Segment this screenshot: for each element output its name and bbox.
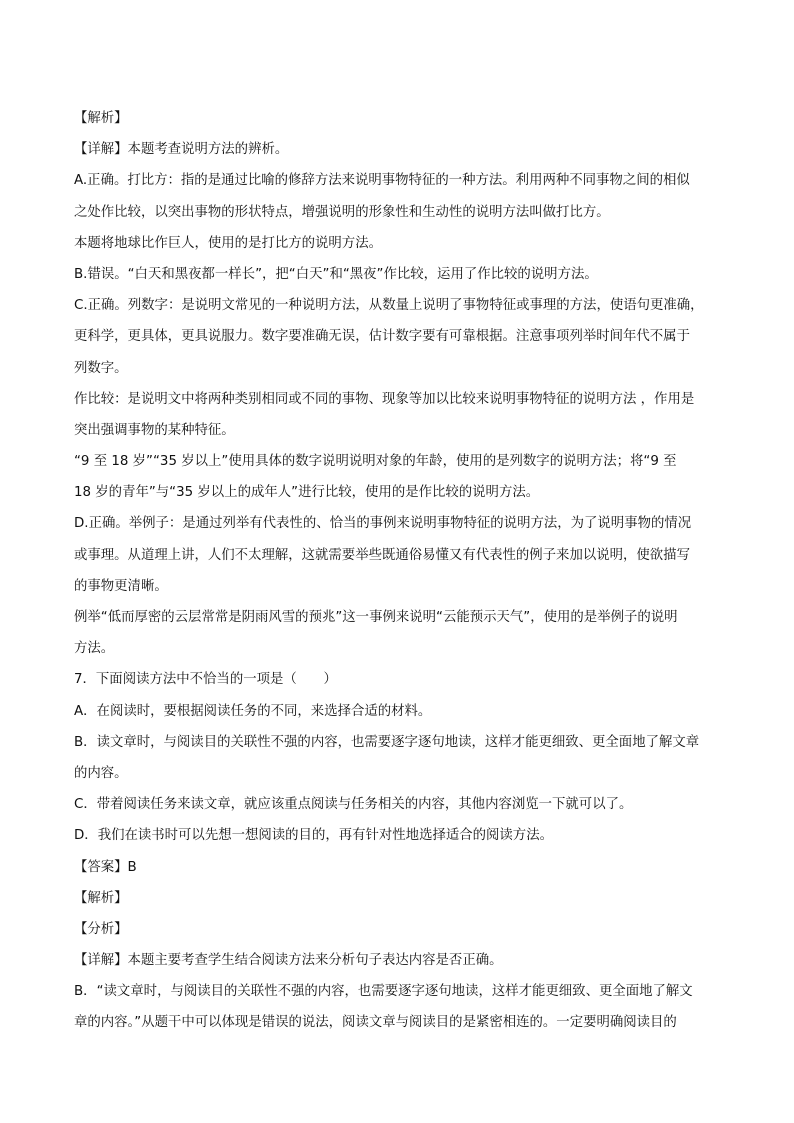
document-body bbox=[74, 103, 722, 1039]
option-b-continued: 的内容。 bbox=[74, 765, 128, 781]
text-line: 之处作比较，以突出事物的形状特点，增强说明的形象性和生动性的说明方法叫做打比方。 bbox=[74, 204, 610, 220]
answer: 【答案】B bbox=[74, 859, 137, 875]
text-line: 的事物更清晰。 bbox=[74, 578, 168, 594]
text-line: D.正确。举例子：是通过列举有代表性的、恰当的事例来说明事物特征的说明方法，为了说明事物的情况 bbox=[74, 516, 692, 532]
text-line: 例举“低而厚密的云层常常是阴雨风雪的预兆”这一事例来说明“云能预示天气”，使用的是举例子的说明 bbox=[74, 610, 678, 625]
detail-intro: 【详解】本题考查说明方法的辨析。 bbox=[74, 142, 289, 158]
text-line: C.正确。列数字：是说明文常见的一种说明方法，从数量上说明了事物特征或事理的方法，使语句更准确， bbox=[74, 298, 704, 314]
option-a: A．在阅读时，要根据阅读任务的不同，来选择合适的材料。 bbox=[74, 703, 432, 719]
text-line: B．“读文章时，与阅读目的关联性不强的内容，也需要逐字逐句地读，这样才能更细致、更全面地了解文 bbox=[74, 984, 693, 1000]
text-line: 作比较：是说明文中将两种类别相同或不同的事物、现象等加以比较来说明事物特征的说明方法 ，作用是 bbox=[74, 391, 695, 407]
heading-breakdown: 【分析】 bbox=[74, 921, 128, 937]
text-line: 本题将地球比作巨人，使用的是打比方的说明方法。 bbox=[74, 235, 382, 251]
question-7-stem: 7．下面阅读方法中不恰当的一项是（ ） bbox=[74, 672, 337, 688]
text-line: 18 岁的青年”与“35 岁以上的成年人”进行比较，使用的是作比较的说明方法。 bbox=[74, 485, 540, 501]
heading-analysis-2: 【解析】 bbox=[74, 890, 128, 906]
text-line: 或事理。从道理上讲，人们不太理解，这就需要举些既通俗易懂又有代表性的例子来加以说明，使欲描写 bbox=[74, 547, 690, 563]
text-line: 突出强调事物的某种特征。 bbox=[74, 422, 235, 438]
text-line: “9 至 18 岁”“35 岁以上”使用具体的数字说明说明对象的年龄，使用的是列数字的说明方法；将“9 至 bbox=[74, 454, 677, 470]
text-line: 方法。 bbox=[74, 641, 115, 657]
detail-explanation: 【详解】本题主要考查学生结合阅读方法来分析句子表达内容是否正确。 bbox=[74, 953, 503, 969]
text-line: A.正确。打比方：指的是通过比喻的修辞方法来说明事物特征的一种方法。利用两种不同事物之间的相似 bbox=[74, 173, 690, 189]
text-line: 章的内容。”从题干中可以体现是错误的说法，阅读文章与阅读目的是紧密相连的。一定要明确阅读目的 bbox=[74, 1015, 677, 1031]
option-c: C．带着阅读任务来读文章，就应该重点阅读与任务相关的内容，其他内容浏览一下就可以了。 bbox=[74, 797, 633, 813]
text-line: 列数字。 bbox=[74, 360, 128, 376]
option-d: D．我们在读书时可以先想一想阅读的目的，再有针对性地选择适合的阅读方法。 bbox=[74, 828, 553, 844]
text-line: B.错误。“白天和黑夜都一样长”，把“白天”和“黑夜”作比较，运用了作比较的说明方法。 bbox=[74, 266, 598, 282]
text-line: 更科学，更具体，更具说服力。数字要准确无误，估计数字要有可靠根据。注意事项列举时间年代不属于 bbox=[74, 329, 690, 345]
option-b: B．读文章时，与阅读目的关联性不强的内容，也需要逐字逐句地读，这样才能更细致、更全面地了解文章 bbox=[74, 734, 700, 750]
heading-analysis: 【解析】 bbox=[74, 111, 128, 126]
